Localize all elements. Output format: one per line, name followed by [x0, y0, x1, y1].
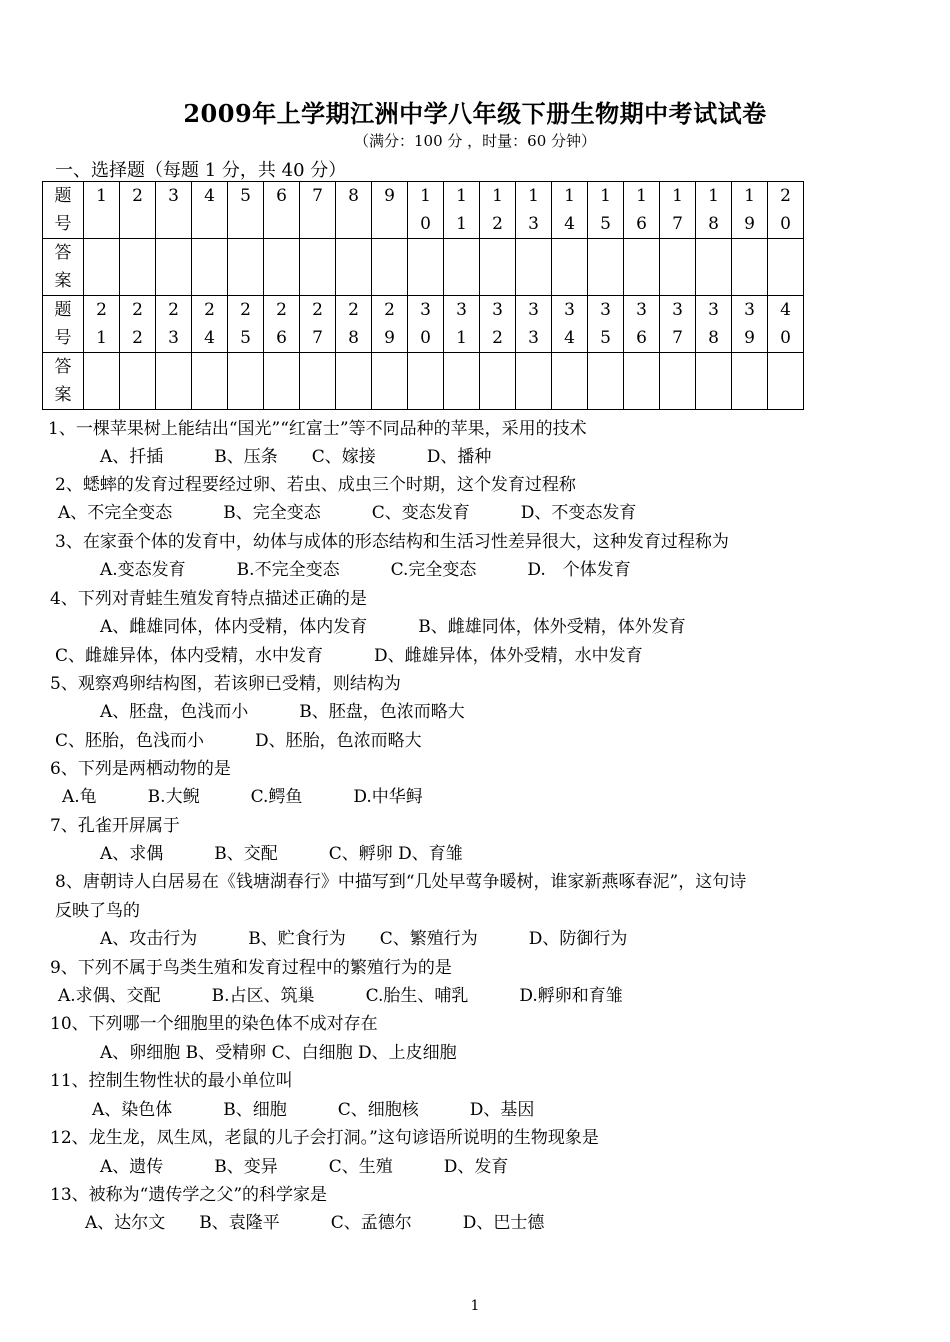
question-number-cell: 1 3	[516, 182, 552, 239]
answer-options: A、染色体 B、细胞 C、细胞核 D、基因	[92, 1100, 535, 1120]
answer-table	[42, 181, 804, 410]
question-number-cell: 2 1	[84, 296, 120, 353]
answer-cell[interactable]	[660, 239, 696, 296]
answer-cell[interactable]	[444, 353, 480, 410]
question-number-cell: 1 7	[660, 182, 696, 239]
question-number-cell: 2 4	[192, 296, 228, 353]
question-text: 6、下列是两栖动物的是	[50, 759, 231, 779]
question-number-cell: 2 6	[264, 296, 300, 353]
question-text: 1、一棵苹果树上能结出“国光”“红富士”等不同品种的苹果，采用的技术	[48, 419, 587, 439]
question-number-cell: 3 2	[480, 296, 516, 353]
answer-cell[interactable]	[300, 239, 336, 296]
question-text: 2、蟋蟀的发育过程要经过卵、若虫、成虫三个时期，这个发育过程称	[55, 475, 576, 495]
question-number-row	[43, 182, 804, 239]
answer-cell[interactable]	[336, 353, 372, 410]
question-number-cell: 1 5	[588, 182, 624, 239]
page-title: 2009年上学期江洲中学八年级下册生物期中考试试卷	[183, 99, 767, 128]
question-number-cell: 1 0	[408, 182, 444, 239]
question-text: 4、下列对青蛙生殖发育特点描述正确的是	[50, 589, 367, 609]
row-label: 题 号	[43, 182, 84, 239]
question-number-cell: 1	[84, 182, 120, 239]
answer-row	[43, 239, 804, 296]
question-text: 13、被称为“遗传学之父”的科学家是	[50, 1185, 328, 1205]
question-number-cell: 3 3	[516, 296, 552, 353]
answer-cell[interactable]	[156, 239, 192, 296]
question-number-cell: 1 1	[444, 182, 480, 239]
answer-cell[interactable]	[192, 239, 228, 296]
question-number-cell: 1 9	[732, 182, 768, 239]
answer-cell[interactable]	[156, 353, 192, 410]
question-number-cell: 1 4	[552, 182, 588, 239]
answer-cell[interactable]	[624, 239, 660, 296]
answer-cell[interactable]	[696, 239, 732, 296]
question-number-cell: 8	[336, 182, 372, 239]
question-number-cell: 1 2	[480, 182, 516, 239]
question-text: 8、唐朝诗人白居易在《钱塘湖春行》中描写到“几处早莺争暖树，谁家新燕啄春泥”，这句诗	[55, 872, 747, 892]
answer-row	[43, 353, 804, 410]
answer-cell[interactable]	[372, 239, 408, 296]
question-number-cell: 3 1	[444, 296, 480, 353]
question-number-cell: 2	[120, 182, 156, 239]
answer-cell[interactable]	[516, 353, 552, 410]
question-number-cell: 1 6	[624, 182, 660, 239]
answer-options: A.求偶、交配 B.占区、筑巢 C.胎生、哺乳 D.孵卵和育雏	[58, 986, 623, 1006]
answer-cell[interactable]	[480, 239, 516, 296]
answer-cell[interactable]	[552, 239, 588, 296]
answer-cell[interactable]	[192, 353, 228, 410]
question-number-cell: 6	[264, 182, 300, 239]
question-number-row	[43, 296, 804, 353]
question-text: 3、在家蚕个体的发育中，幼体与成体的形态结构和生活习性差异很大，这种发育过程称为	[55, 532, 729, 552]
question-number-cell: 2 7	[300, 296, 336, 353]
answer-cell[interactable]	[408, 239, 444, 296]
answer-options: A、雌雄同体，体内受精，体内发育 B、雌雄同体，体外受精，体外发育	[100, 617, 686, 637]
answer-options: A、卵细胞 B、受精卵 C、白细胞 D、上皮细胞	[100, 1043, 457, 1063]
answer-cell[interactable]	[696, 353, 732, 410]
answer-options: A、不完全变态 B、完全变态 C、变态发育 D、不变态发育	[58, 503, 637, 523]
question-number-cell: 3 4	[552, 296, 588, 353]
answer-options: A.变态发育 B.不完全变态 C.完全变态 D. 个体发育	[100, 560, 631, 580]
answer-cell[interactable]	[480, 353, 516, 410]
answer-cell[interactable]	[588, 239, 624, 296]
answer-cell[interactable]	[84, 239, 120, 296]
answer-cell[interactable]	[120, 239, 156, 296]
answer-options: A、攻击行为 B、贮食行为 C、繁殖行为 D、防御行为	[100, 929, 628, 949]
answer-cell[interactable]	[228, 353, 264, 410]
question-number-cell: 3 9	[732, 296, 768, 353]
answer-cell[interactable]	[624, 353, 660, 410]
question-number-cell: 3	[156, 182, 192, 239]
question-number-cell: 9	[372, 182, 408, 239]
section-heading: 一、选择题（每题 1 分，共 40 分）	[55, 160, 347, 181]
question-text: 反映了鸟的	[55, 901, 140, 921]
question-text: 9、下列不属于鸟类生殖和发育过程中的繁殖行为的是	[50, 958, 452, 978]
answer-cell[interactable]	[264, 239, 300, 296]
answer-options: A.龟 B.大鲵 C.鳄鱼 D.中华鲟	[62, 787, 423, 807]
question-number-cell: 5	[228, 182, 264, 239]
answer-cell[interactable]	[120, 353, 156, 410]
answer-options: A、扦插 B、压条 C、嫁接 D、播种	[100, 447, 492, 467]
question-text: 7、孔雀开屏属于	[50, 816, 180, 836]
question-number-cell: 2 9	[372, 296, 408, 353]
answer-cell[interactable]	[660, 353, 696, 410]
question-number-cell: 3 6	[624, 296, 660, 353]
page-number: 1	[470, 1298, 480, 1314]
question-number-cell: 4 0	[768, 296, 804, 353]
question-text: 5、观察鸡卵结构图，若该卵已受精，则结构为	[50, 674, 401, 694]
answer-cell[interactable]	[552, 353, 588, 410]
question-number-cell: 2 0	[768, 182, 804, 239]
question-number-cell: 2 3	[156, 296, 192, 353]
question-number-cell: 3 5	[588, 296, 624, 353]
question-number-cell: 3 7	[660, 296, 696, 353]
answer-cell[interactable]	[84, 353, 120, 410]
answer-cell[interactable]	[516, 239, 552, 296]
answer-options: C、胚胎，色浅而小 D、胚胎，色浓而略大	[55, 731, 422, 751]
answer-options: A、遗传 B、变异 C、生殖 D、发育	[100, 1157, 509, 1177]
row-label: 题 号	[43, 296, 84, 353]
answer-cell[interactable]	[768, 353, 804, 410]
answer-cell[interactable]	[732, 239, 768, 296]
answer-cell[interactable]	[300, 353, 336, 410]
question-text: 11、控制生物性状的最小单位叫	[50, 1071, 293, 1091]
answer-cell[interactable]	[228, 239, 264, 296]
answer-cell[interactable]	[408, 353, 444, 410]
answer-cell[interactable]	[264, 353, 300, 410]
question-number-cell: 7	[300, 182, 336, 239]
question-number-cell: 3 8	[696, 296, 732, 353]
exam-info: （满分：100 分 ，时量：60 分钟）	[353, 132, 597, 150]
question-text: 12、龙生龙，凤生凤，老鼠的儿子会打洞。”这句谚语所说明的生物现象是	[50, 1128, 599, 1148]
answer-cell[interactable]	[336, 239, 372, 296]
answer-options: C、雌雄异体，体内受精，水中发育 D、雌雄异体，体外受精，水中发育	[55, 646, 643, 666]
question-number-cell: 2 8	[336, 296, 372, 353]
answer-cell[interactable]	[588, 353, 624, 410]
question-number-cell: 3 0	[408, 296, 444, 353]
row-label: 答 案	[43, 353, 84, 410]
question-number-cell: 2 5	[228, 296, 264, 353]
question-number-cell: 1 8	[696, 182, 732, 239]
answer-options: A、求偶 B、交配 C、孵卵 D、育雏	[100, 844, 463, 864]
question-number-cell: 2 2	[120, 296, 156, 353]
row-label: 答 案	[43, 239, 84, 296]
question-number-cell: 4	[192, 182, 228, 239]
answer-options: A、胚盘，色浅而小 B、胚盘，色浓而略大	[100, 702, 465, 722]
answer-cell[interactable]	[732, 353, 768, 410]
answer-options: A、达尔文 B、袁隆平 C、孟德尔 D、巴士德	[85, 1213, 545, 1233]
answer-cell[interactable]	[444, 239, 480, 296]
answer-cell[interactable]	[372, 353, 408, 410]
question-text: 10、下列哪一个细胞里的染色体不成对存在	[50, 1014, 378, 1034]
answer-cell[interactable]	[768, 239, 804, 296]
